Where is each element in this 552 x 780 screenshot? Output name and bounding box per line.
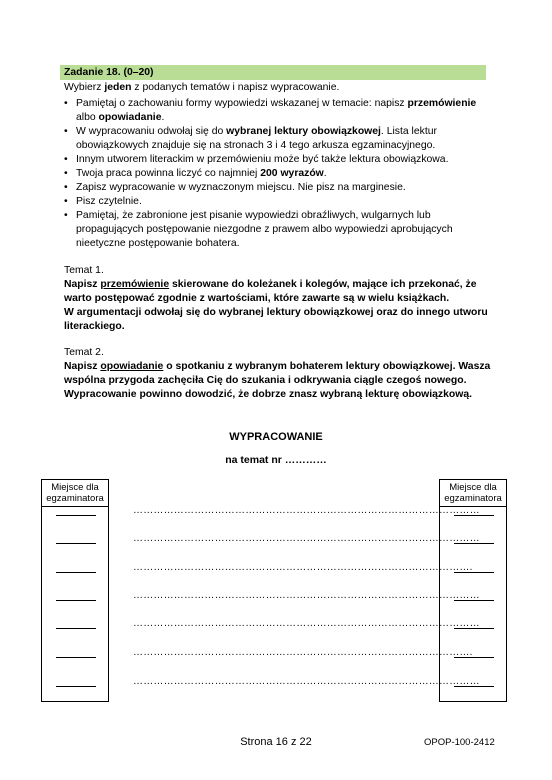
examiner-box-left	[41, 479, 109, 702]
topic-1-text-2: W argumentacji odwołaj się do wybranej lektury obowiązkowej oraz do innego utworu literackiego.	[64, 307, 488, 332]
topic-2	[64, 346, 500, 402]
score-line	[56, 686, 96, 687]
instruction-list	[64, 97, 494, 251]
topic-2-label: Temat 2.	[64, 347, 104, 358]
topic-1	[64, 264, 500, 334]
score-line	[56, 657, 96, 658]
score-line	[56, 600, 96, 601]
score-line	[56, 572, 96, 573]
essay-topic-number: na temat nr …………	[225, 454, 327, 466]
instruction-item: • Zapisz wypracowanie w wyznaczonym miejscu. Nie pisz na marginesie.	[64, 181, 494, 195]
instruction-item: • Pamiętaj, że zabronione jest pisanie wypowiedzi obraźliwych, wulgarnych lub propagujących postępowanie niezgodne z prawem albo wypowiedzi aprobujących nieetyczne postępowanie bohatera.	[64, 209, 494, 251]
writing-line[interactable]: …………………………………………………………………………………………	[133, 505, 480, 516]
task-header-label: Zadanie 18. (0–20)	[64, 67, 154, 78]
topic-1-label: Temat 1.	[64, 265, 104, 276]
topic-2-text: Napisz opowiadanie o spotkaniu z wybranym bohaterem lektury obowiązkowej. Wasza wspólna przygoda zachęciła Cię do szukania i odkrywania ciągle czegoś nowego. Wypracowanie powinno dowodzić, że dobrze znasz wybraną lekturę obowiązkową.	[64, 361, 491, 400]
intro-bold: jeden	[104, 82, 132, 93]
score-line	[56, 515, 96, 516]
page-number: Strona 16 z 22	[240, 736, 312, 748]
instruction-item: • W wypracowaniu odwołaj się do wybranej lektury obowiązkowej. Lista lektur obowiązkowych znajduje się na stronach 3 i 4 tego arkusza egzaminacyjnego.	[64, 125, 494, 153]
instruction-item: • Pamiętaj o zachowaniu formy wypowiedzi wskazanej w temacie: napisz przemówienie albo opowiadanie.	[64, 97, 494, 125]
intro-text-end: z podanych tematów i napisz wypracowanie.	[131, 82, 340, 93]
exam-code: OPOP-100-2412	[424, 737, 495, 748]
writing-line[interactable]: ……………………………………………………………………………………….	[133, 647, 473, 658]
instruction-item: • Twoja praca powinna liczyć co najmniej 200 wyrazów.	[64, 167, 494, 181]
examiner-box-left-label: Miejsce dla egzaminatora	[42, 480, 108, 507]
intro-text: Wybierz	[64, 82, 105, 93]
instruction-item: • Innym utworem literackim w przemówieniu może być także lektura obowiązkowa.	[64, 153, 494, 167]
score-line	[56, 628, 96, 629]
writing-line[interactable]: …………………………………………………………………………………………	[133, 590, 480, 601]
writing-line[interactable]: …………………………………………………………………………………………	[133, 676, 480, 687]
task-header	[60, 65, 486, 80]
writing-line[interactable]: …………………………………………………………………………………………	[133, 533, 480, 544]
examiner-box-right-label: Miejsce dla egzaminatora	[440, 480, 506, 507]
task-intro	[64, 81, 494, 95]
topic-1-text: Napisz przemówienie skierowane do koleżanek i kolegów, mające ich przekonać, że warto postępować zgodnie z wartościami, które zawarte są w wielu książkach.	[64, 279, 477, 304]
score-line	[56, 543, 96, 544]
essay-title: WYPRACOWANIE	[229, 431, 323, 443]
writing-line[interactable]: …………………………………………………………………………………………	[133, 618, 480, 629]
writing-line[interactable]: ……………………………………………………………………………………….	[133, 562, 473, 573]
instruction-item: • Pisz czytelnie.	[64, 195, 494, 209]
